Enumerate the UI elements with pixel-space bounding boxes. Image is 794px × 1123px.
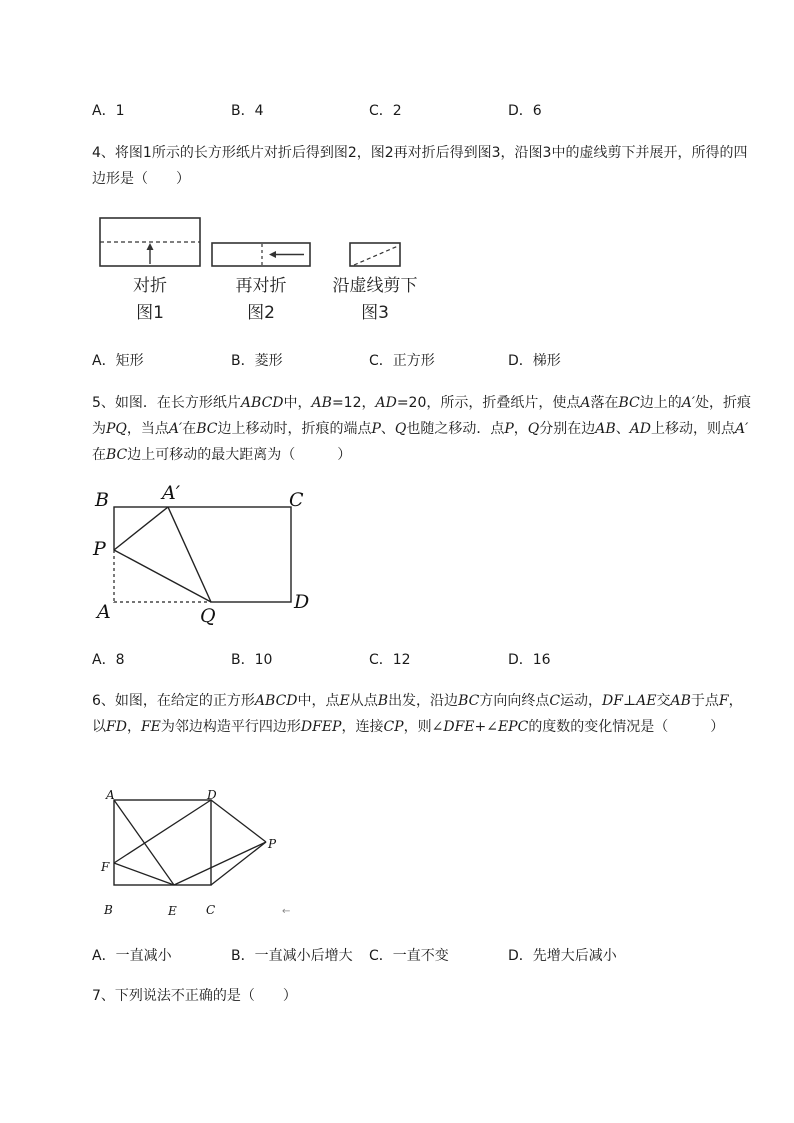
q6-label-a: A [106, 788, 115, 802]
fig1-caption: 对折 [133, 276, 167, 296]
fig1-label: 图1 [136, 303, 164, 323]
q6-label-c: C [206, 903, 216, 917]
q6-option-a: A．一直减小 [92, 948, 172, 964]
fig3-cut-line [354, 246, 398, 265]
q6-text: 6、如图，在给定的正方形ABCD中，点E从点B出发，沿边BC方向向终点C运动，DF⊥AE交AB于点F，以FD，FE为邻边构造平行四边形DFEP，连接CP，则∠DFE+∠EPC的度数的变化情况是（ ） [92, 693, 743, 735]
q3-option-c: C．2 [369, 103, 402, 119]
q4-option-a: A．矩形 [92, 353, 144, 369]
q4-option-b: B．菱形 [231, 353, 283, 369]
q6-figure [96, 784, 296, 924]
q5-label-a: A [97, 601, 111, 623]
q6-label-f: F [101, 860, 110, 874]
q6-label-b: B [104, 903, 113, 917]
q6-seg-ae [114, 800, 174, 885]
q5-label-b: B [95, 489, 109, 511]
q5-label-q: Q [200, 605, 216, 627]
q5-seg-a1q [168, 507, 211, 602]
fig3-rect [350, 243, 400, 266]
q6-option-b: B．一直减小后增大 [231, 948, 353, 964]
q6-seg-dp [211, 800, 266, 842]
q6-option-c: C．一直不变 [369, 948, 449, 964]
q5-seg-pq [114, 550, 211, 602]
q5-label-p: P [93, 538, 106, 560]
q5-rect [114, 507, 291, 602]
arrow-up-icon [147, 243, 154, 250]
q5-label-c: C [289, 489, 304, 511]
q3-option-d: D．6 [508, 103, 542, 119]
fig2-label: 图2 [247, 303, 275, 323]
q5-figure [86, 480, 326, 630]
q7-text: 7、下列说法不正确的是（ ） [92, 988, 297, 1004]
q5-label-aprime: A′ [162, 482, 181, 504]
q5-option-d: D．16 [508, 652, 551, 668]
q6-label-e: E [168, 904, 177, 918]
q4-text: 4、将图1所示的长方形纸片对折后得到图2，图2再对折后得到图3，沿图3中的虚线剪下并展开，所得的四边形是（ ） [92, 145, 748, 187]
q5-option-b: B．10 [231, 652, 273, 668]
q4-figure [92, 210, 442, 328]
fig3-label: 图3 [361, 303, 389, 323]
q5-label-d: D [294, 591, 310, 613]
fig2-caption: 再对折 [235, 276, 287, 296]
q5-option-a: A．8 [92, 652, 125, 668]
q3-option-b: B．4 [231, 103, 264, 119]
q6-seg-fd [114, 800, 211, 863]
arrow-left-icon [269, 251, 276, 258]
return-mark-icon: ← [282, 906, 291, 917]
q6-square [114, 800, 211, 885]
q4-option-c: C．正方形 [369, 353, 435, 369]
q5-option-c: C．12 [369, 652, 411, 668]
q5-text: 5、如图．在长方形纸片ABCD中，AB=12，AD=20，所示，折叠纸片，使点A落在BC边上的A′处，折痕为PQ，当点A′在BC边上移动时，折痕的端点P、Q也随之移动．点P，Q分别在边AB、AD上移动，则点A′在BC边上可移动的最大距离为（ ） [92, 395, 752, 463]
q4-option-d: D．梯形 [508, 353, 561, 369]
q5-seg-pa1 [114, 507, 168, 550]
q6-label-p: P [268, 837, 277, 851]
q3-option-a: A．1 [92, 103, 125, 119]
fig3-caption: 沿虚线剪下 [332, 276, 418, 296]
q6-seg-fe [114, 863, 174, 885]
q6-label-d: D [207, 788, 217, 802]
q6-option-d: D．先增大后减小 [508, 948, 617, 964]
